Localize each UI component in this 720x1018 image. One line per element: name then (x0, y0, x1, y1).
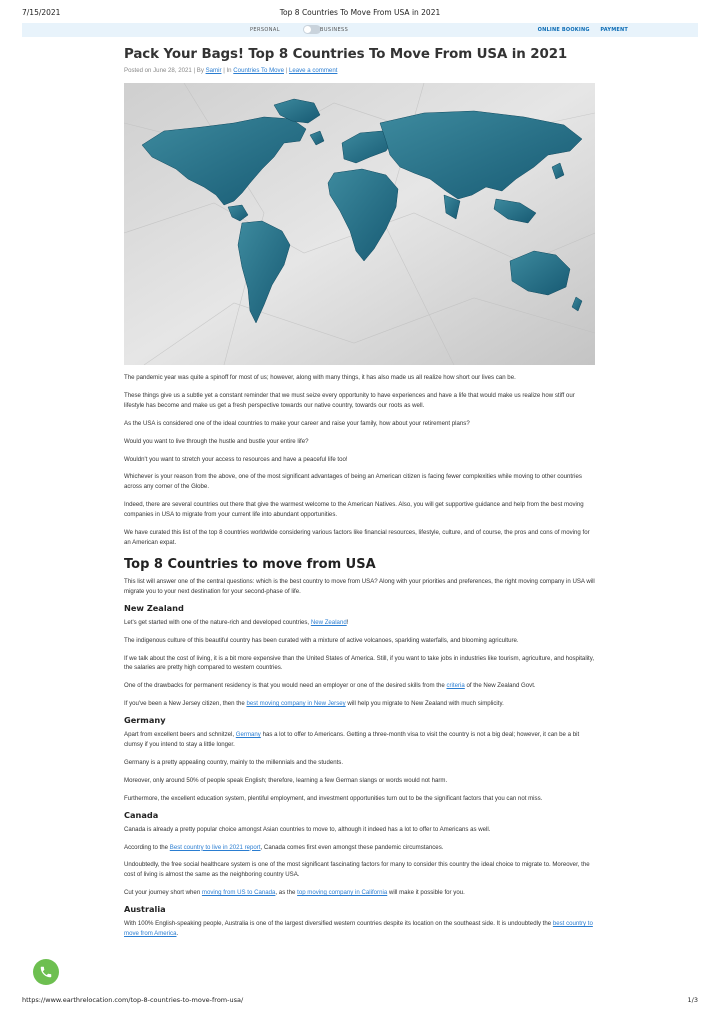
new-jersey-mover-link[interactable]: best moving company in New Jersey (246, 700, 346, 708)
in-label: In (226, 67, 232, 74)
print-header (22, 8, 698, 20)
phone-icon (39, 965, 53, 979)
de-paragraph-4: Furthermore, the excellent education system, plentiful employment, and investment opportunities turn out to be the significant factors that you can not miss. (124, 794, 543, 802)
ca-paragraph-2: According to the Best country to live in 2021 report, Canada comes first even amongst these pandemic circumstances. (124, 843, 444, 851)
hero-image-world-map (124, 83, 595, 365)
print-page-title: Top 8 Countries To Move From USA in 2021 (279, 8, 441, 17)
section-heading: Top 8 Countries to move from USA (124, 556, 376, 572)
toggle-personal-label[interactable]: PERSONAL (250, 27, 280, 33)
article-body (124, 373, 596, 939)
intro-paragraph: Wouldn't you want to stretch your access to resources and have a peaceful life too! (124, 455, 348, 463)
de-paragraph-3: Moreover, only around 50% of people speak English; therefore, learning a few German slangs or words would not harm. (124, 776, 448, 784)
page-title: Pack Your Bags! Top 8 Countries To Move From USA in 2021 (124, 47, 568, 62)
top-bar (22, 23, 698, 37)
world-map-illustration (124, 83, 595, 365)
nz-paragraph-3: If we talk about the cost of living, it is a bit more expensive than the United States of America. Still, if you want to take jobs in industries like tourism, agriculture, and hospitality, the salaries are pretty high compared to western countries. (124, 654, 595, 672)
by-label: By (196, 67, 204, 74)
best-country-america-link[interactable]: best country to move from America (124, 920, 593, 938)
ca-paragraph-4: Cut your journey short when moving from US to Canada, as the top moving company in California will make it possible for you. (124, 889, 465, 897)
best-country-report-link[interactable]: Best country to live in 2021 report (169, 843, 261, 851)
print-url: https://www.earthrelocation.com/top-8-countries-to-move-from-usa/ (22, 996, 244, 1004)
intro-paragraph: Would you want to live through the hustle and bustle your entire life? (124, 437, 309, 445)
au-paragraph-1: With 100% English-speaking people, Australia is one of the largest diversified western countries despite its location on the southeast side. It is undoubtedly the best country to move from America. (124, 920, 593, 938)
nz-paragraph-4: One of the drawbacks for permanent residency is that you would need an employer or one of the desired skills from the criteria of the New Zealand Govt. (124, 682, 536, 690)
intro-paragraph: These things give us a subtle yet a constant reminder that we must seize every opportunity to have experiences and have a life that would make us realize how stiff our lifestyle has become and make us get a fresh perspective towards our native country, towards our roots as well. (124, 391, 575, 409)
print-date: 7/15/2021 (22, 8, 61, 17)
nav-payment[interactable]: PAYMENT (600, 27, 628, 33)
call-button[interactable] (33, 959, 59, 985)
toggle-business-label[interactable]: BUSINESS (320, 27, 349, 33)
new-zealand-link[interactable]: New Zealand (310, 618, 347, 626)
print-footer (22, 996, 698, 1006)
nav-online-booking[interactable]: ONLINE BOOKING (537, 27, 590, 33)
heading-australia: Australia (124, 904, 166, 915)
toggle-switch[interactable] (303, 25, 321, 34)
de-paragraph-2: Germany is a pretty appealing country, mainly to the millennials and the students. (124, 758, 344, 766)
nz-paragraph-2: The indigenous culture of this beautiful country has been curated with a mixture of active volcanoes, sparkling waterfalls, and blooming agriculture. (124, 636, 519, 644)
heading-canada: Canada (124, 809, 159, 820)
leave-comment-link[interactable]: Leave a comment (288, 67, 338, 74)
de-paragraph-1: Apart from excellent beers and schnitzel, Germany has a lot to offer to Americans. Getting a three-month visa to visit the country is not a big deal; however, it can be a bit clumsy if you intend to stay a little longer. (124, 731, 580, 749)
category-link[interactable]: Countries To Move (233, 67, 284, 74)
intro-paragraph: The pandemic year was quite a spinoff for most of us; however, along with many things, it has also made us all realize how short our lives can be. (124, 374, 516, 381)
page-number: 1/3 (687, 996, 698, 1004)
nz-paragraph-1: Let's get started with one of the nature-rich and developed countries, New Zealand! (124, 618, 349, 626)
ca-paragraph-1: Canada is already a pretty popular choice amongst Asian countries to move to, although it indeed has a lot to offer to Americans as well. (124, 825, 491, 833)
intro-paragraph: Indeed, there are several countries out there that give the warmest welcome to the American Natives. Also, you will get supportive guidance and help from the best moving companies in USA to migrate from your current life into abundant opportunities. (124, 501, 584, 519)
california-mover-link[interactable]: top moving company in California (297, 889, 388, 897)
heading-germany: Germany (124, 715, 166, 726)
article (124, 46, 596, 947)
criteria-link[interactable]: criteria (446, 682, 465, 690)
ca-paragraph-3: Undoubtedly, the free social healthcare system is one of the most significant fascinating factors for many to consider this country the ideal choice to migrate to. Moreover, the cost of living is almost the same as the neighboring country USA. (124, 861, 590, 879)
heading-new-zealand: New Zealand (124, 602, 184, 613)
intro-paragraph: We have curated this list of the top 8 countries worldwide considering various factors like financial resources, lifestyle, culture, and of course, the pros and cons of moving for an American expat. (124, 529, 590, 546)
intro-paragraph: Whichever is your reason from the above, one of the most significant advantages of being an American citizen is facing fewer complexities while moving to other countries across any corner of the Globe. (124, 473, 582, 491)
section-intro: This list will answer one of the central questions: which is the best country to move from USA? Along with your priorities and preferences, the right moving company in USA will migrate you to your next destination for your second-phase of life. (124, 577, 595, 595)
toggle-knob (304, 26, 311, 33)
us-to-canada-link[interactable]: moving from US to Canada (201, 889, 276, 897)
germany-link[interactable]: Germany (235, 731, 261, 739)
post-date: Posted on June 28, 2021 (124, 67, 192, 74)
intro-paragraph: As the USA is considered one of the ideal countries to make your career and raise your family, how about your retirement plans? (124, 419, 470, 427)
top-nav (529, 27, 628, 33)
post-meta: Posted on June 28, 2021 | By Samir | In Countries To Move | Leave a comment (124, 67, 338, 74)
nz-paragraph-5: If you've been a New Jersey citizen, then the best moving company in New Jersey will help you migrate to New Zealand with much simplicity. (124, 700, 504, 708)
author-link[interactable]: Samir (205, 67, 222, 74)
